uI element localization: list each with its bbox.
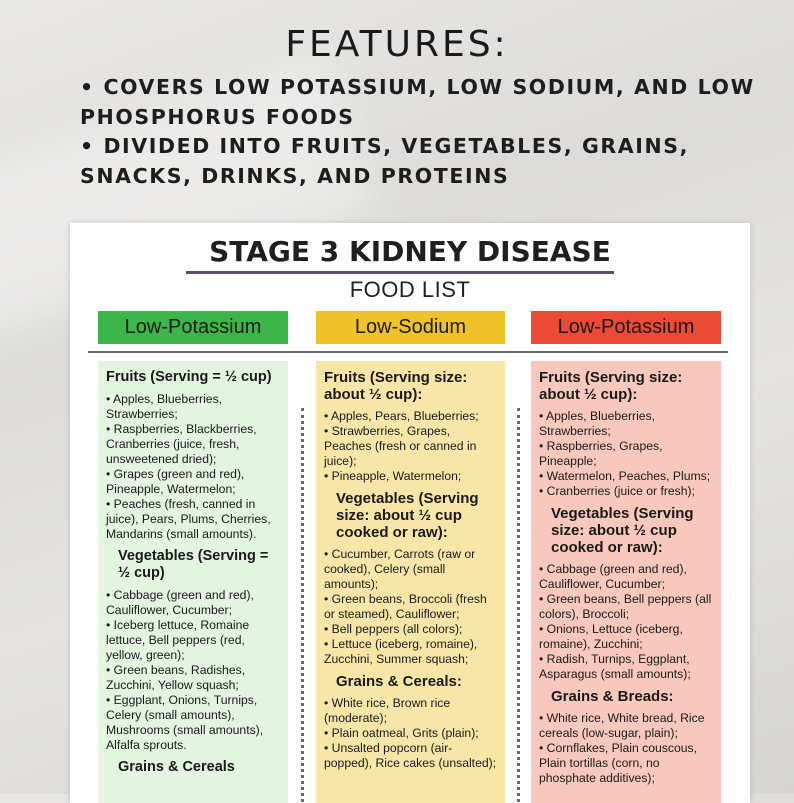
section-title: Vegetables (Serving = ½ cup): [118, 548, 269, 581]
title-divider: [186, 271, 614, 274]
food-item: • Bell peppers (all colors);: [324, 622, 497, 637]
food-item-list: [539, 711, 713, 786]
food-item: • White rice, Brown rice (moderate);: [324, 696, 497, 726]
food-item: • White rice, White bread, Rice cereals (low-sugar, plain);: [539, 711, 713, 741]
column-divider-dotted: [301, 408, 304, 803]
column-header-low-potassium: Low-Potassium: [98, 311, 288, 344]
section-title: Fruits (Serving size: about ½ cup):: [539, 369, 683, 403]
food-item: • Cornflakes, Plain couscous, Plain tortillas (corn, no phosphate additives);: [539, 741, 713, 786]
section-title: Vegetables (Serving size: about ½ cup cooked or raw):: [336, 490, 479, 541]
food-column: [98, 361, 288, 803]
section-title: Grains & Cereals:: [336, 673, 462, 690]
food-item: • Cucumber, Carrots (raw or cooked), Celery (small amounts);: [324, 547, 497, 592]
food-item: • Grapes (green and red), Pineapple, Watermelon;: [106, 467, 280, 497]
food-item: • Green beans, Radishes, Zucchini, Yellow squash;: [106, 663, 280, 693]
food-item: • Green beans, Bell peppers (all colors), Broccoli;: [539, 592, 713, 622]
section-title: Fruits (Serving = ½ cup): [106, 369, 272, 385]
food-item-list: [539, 409, 713, 499]
features-title: FEATURES:: [285, 24, 509, 65]
column-header-low-potassium-2: Low-Potassium: [531, 311, 721, 344]
section-title: Grains & Cereals: [118, 759, 235, 775]
food-item: • Unsalted popcorn (air-popped), Rice cakes (unsalted);: [324, 741, 497, 771]
food-item: • Cranberries (juice or fresh);: [539, 484, 713, 499]
food-item: • Apples, Blueberries, Strawberries;: [106, 392, 280, 422]
feature-item: • COVERS LOW POTASSIUM, LOW SODIUM, AND LOW PHOSPHORUS FOODS: [80, 75, 755, 129]
column-header-low-sodium: Low-Sodium: [316, 311, 505, 344]
food-column: [316, 361, 505, 803]
food-item: • Watermelon, Peaches, Plums;: [539, 469, 713, 484]
food-item: • Strawberries, Grapes, Peaches (fresh or canned in juice);: [324, 424, 497, 469]
food-item: • Raspberries, Grapes, Pineapple;: [539, 439, 713, 469]
column-divider-dotted: [517, 408, 520, 803]
sheet-title: STAGE 3 KIDNEY DISEASE: [209, 235, 611, 268]
section-title: Fruits (Serving size: about ½ cup):: [324, 369, 468, 403]
food-item: • Plain oatmeal, Grits (plain);: [324, 726, 497, 741]
feature-item: • DIVIDED INTO FRUITS, VEGETABLES, GRAINS, SNACKS, DRINKS, AND PROTEINS: [80, 134, 689, 188]
section-title: Vegetables (Serving size: about ½ cup cooked or raw):: [551, 505, 694, 556]
food-item: • Raspberries, Blackberries, Cranberries (juice, fresh, unsweetened dried);: [106, 422, 280, 467]
food-item: • Apples, Pears, Blueberries;: [324, 409, 497, 424]
header-divider: [88, 351, 728, 353]
food-item: • Onions, Lettuce (iceberg, romaine), Zucchini;: [539, 622, 713, 652]
food-item: • Pineapple, Watermelon;: [324, 469, 497, 484]
food-item: • Apples, Blueberries, Strawberries;: [539, 409, 713, 439]
food-item: • Green beans, Broccoli (fresh or steamed), Cauliflower;: [324, 592, 497, 622]
food-item-list: [324, 547, 497, 667]
food-item: • Lettuce (iceberg, romaine), Zucchini, Summer squash;: [324, 637, 497, 667]
food-item-list: [539, 562, 713, 682]
food-item: • Radish, Turnips, Eggplant, Asparagus (small amounts);: [539, 652, 713, 682]
food-item-list: [324, 409, 497, 484]
food-item-list: [324, 696, 497, 771]
section-title: Grains & Breads:: [551, 688, 674, 705]
food-list-sheet: [70, 223, 750, 803]
food-item-list: [106, 588, 280, 753]
food-item: • Cabbage (green and red), Cauliflower, Cucumber;: [539, 562, 713, 592]
food-item: • Peaches (fresh, canned in juice), Pears, Plums, Cherries, Mandarins (small amounts).: [106, 497, 280, 542]
food-column: [531, 361, 721, 803]
sheet-subtitle: FOOD LIST: [349, 277, 471, 302]
food-item: • Eggplant, Onions, Turnips, Celery (small amounts), Mushrooms (small amounts), Alfalfa sprouts.: [106, 693, 280, 753]
food-item-list: [106, 392, 280, 542]
food-item: • Cabbage (green and red), Cauliflower, Cucumber;: [106, 588, 280, 618]
food-item: • Iceberg lettuce, Romaine lettuce, Bell peppers (red, yellow, green);: [106, 618, 280, 663]
